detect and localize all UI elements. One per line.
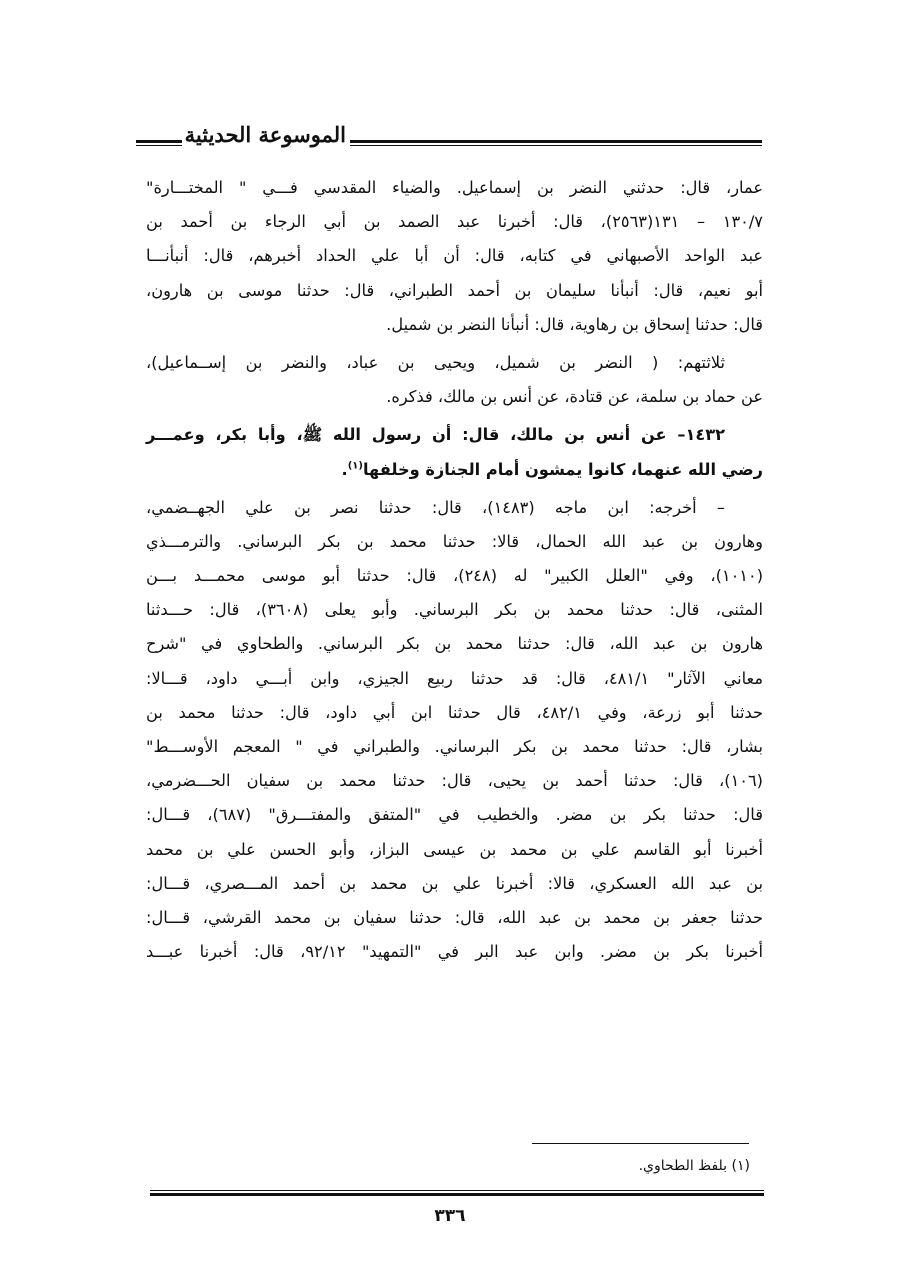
text-line: حدثنا جعفر بن محمد بن عبد الله، قال: حدثنا سفيان بن محمد القرشي، قـــال: <box>146 907 763 927</box>
hadith-heading-line <box>146 453 763 487</box>
text-line: عبد الواحد الأصبهاني في كتابه، قال: أن أبا علي الحداد أخبرهم، قال: أنبأنـــا <box>146 246 763 266</box>
footnote-separator <box>532 1143 749 1144</box>
hadith-heading-line: ١٤٣٢– عن أنس بن مالك، قال: أن رسول الله ﷺ، وأبا بكر، وعمـــر <box>146 425 725 445</box>
text-line: أخبرنا أبو القاسم علي بن محمد بن عيسى البزاز، وأبو الحسن علي بن محمد <box>146 839 763 859</box>
footnote-marker: (١) <box>347 460 363 472</box>
body-text <box>146 171 763 969</box>
text-line: ١٣٠/٧ – ١٣١(٢٥٦٣)، قال: أخبرنا عبد الصمد بن أبي الرجاء بن أحمد بن <box>146 212 763 232</box>
header-rule-left <box>136 140 182 146</box>
footer-rule <box>150 1190 764 1196</box>
text-line: (١٠١٠)، وفي "العلل الكبير" له (٢٤٨)، قال: حدثنا أبو موسى محمـــد بـــن <box>146 566 764 586</box>
text-line: المثنى، قال: حدثنا محمد بن بكر البرساني. وأبو يعلى (٣٦٠٨)، قال: حـــدثنا <box>146 600 763 620</box>
text-line: ثلاثتهم: ( النضر بن شميل، ويحيى بن عباد، والنضر بن إســماعيل)، <box>146 352 725 372</box>
header-rule-right <box>350 140 762 146</box>
hadith-period: . <box>341 459 348 479</box>
text-line: أخبرنا بكر بن مضر. وابن عبد البر في "التمهيد" ٩٢/١٢، قال: أخبرنا عبـــد <box>146 942 763 962</box>
text-line: وهارون بن عبد الله الحمال، قالا: حدثنا محمد بن بكر البرساني. والترمـــذي <box>146 531 763 551</box>
page-number: ٣٣٦ <box>434 1206 466 1226</box>
text-line: عمار، قال: حدثني النضر بن إسماعيل. والضياء المقدسي فـــي " المختـــارة" <box>146 178 763 197</box>
text-line: قال: حدثنا إسحاق بن رهاوية، قال: أنبأنا النضر بن شميل. <box>386 314 763 334</box>
footnote: (١) بلفظ الطحاوي. <box>638 1158 750 1174</box>
text-line: هارون بن عبد الله، قال: حدثنا محمد بن بكر البرساني. والطحاوي في "شرح <box>146 634 763 654</box>
text-line: حدثنا أبو زرعة، وفي ٤٨٢/١، قال حدثنا ابن أبي داود، قال: حدثنا محمد بن <box>146 702 763 722</box>
text-line: – أخرجه: ابن ماجه (١٤٨٣)، قال: حدثنا نصر بن علي الجهــضمي، <box>146 497 726 517</box>
running-header-title: الموسوعة الحديثية <box>184 122 346 147</box>
text-line: بن عبد الله العسكري، قالا: أخبرنا علي بن محمد بن أحمد المـــصري، قـــال: <box>146 873 763 893</box>
hadith-text-end: رضي الله عنهما، كانوا يمشون أمام الجنازة وخلفها <box>362 459 763 479</box>
text-line: أبو نعيم، قال: أنبأنا سليمان بن أحمد الطبراني، قال: حدثنا موسى بن هارون، <box>146 280 763 300</box>
text-line: معاني الآثار" ٤٨١/١، قال: قد حدثنا ربيع الجيزي، وابن أبـــي داود، قـــالا: <box>146 668 763 688</box>
text-line: قال: حدثنا بكر بن مضر. والخطيب في "المتفق والمفتـــرق" (٦٨٧)، قـــال: <box>146 805 763 825</box>
text-line: عن حماد بن سلمة، عن قتادة، عن أنس بن مالك، فذكره. <box>386 387 763 407</box>
text-line: (١٠٦)، قال: حدثنا أحمد بن يحيى، قال: حدثنا محمد بن سفيان الحـــضرمي، <box>146 771 763 791</box>
text-line: بشار، قال: حدثنا محمد بن بكر البرساني. والطبراني في " المعجم الأوســـط" <box>146 737 763 756</box>
